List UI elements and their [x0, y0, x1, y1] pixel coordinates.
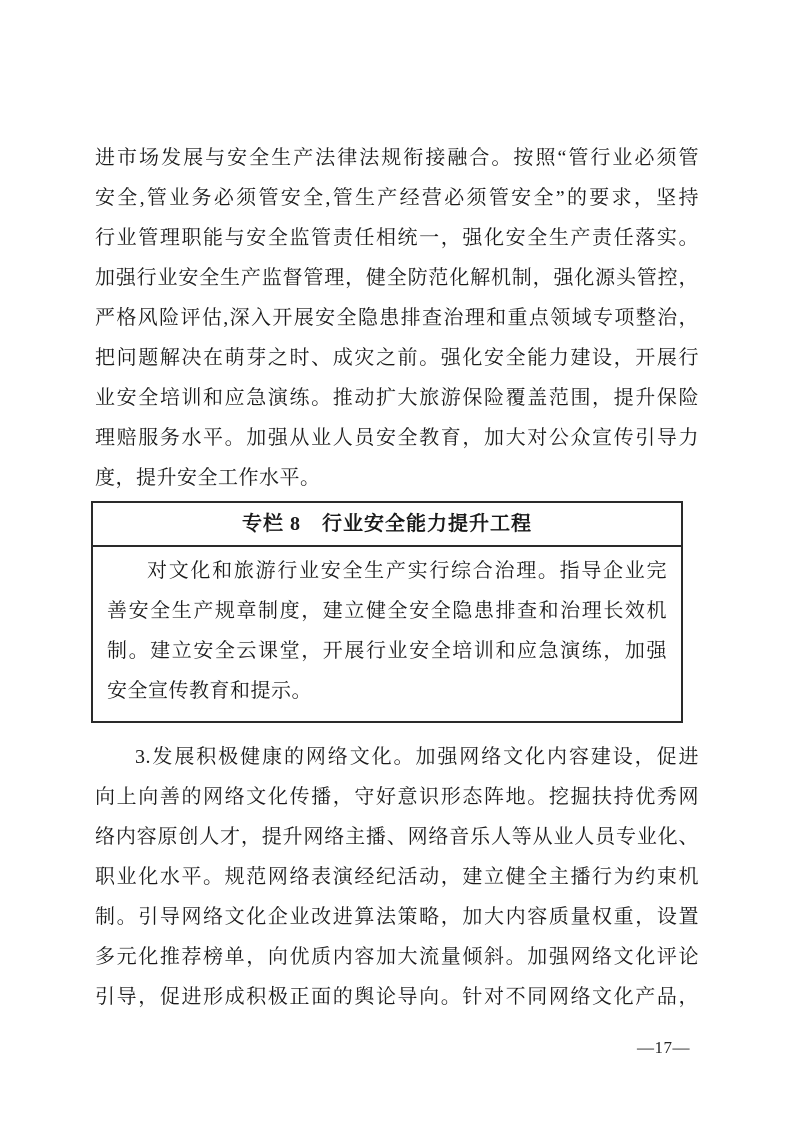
page-content: [95, 138, 699, 1017]
paragraph-continuation: [95, 138, 699, 498]
text-line: 业安全培训和应急演练。推动扩大旅游保险覆盖范围，提升保险: [95, 387, 699, 409]
callout-box-column-8: [91, 501, 683, 723]
text-line: 引导，促进形成积极正面的舆论导向。针对不同网络文化产品，: [95, 986, 699, 1008]
text-line: 度，提升安全工作水平。: [95, 467, 321, 489]
text-line: 进市场发展与安全生产法律法规衔接融合。按照“管行业必须管: [95, 147, 699, 169]
text-line: 加强行业安全生产监督管理，健全防范化解机制，强化源头管控，: [95, 267, 699, 289]
text-line: 多元化推荐榜单，向优质内容加大流量倾斜。加强网络文化评论: [95, 946, 699, 968]
text-line: 络内容原创人才，提升网络主播、网络音乐人等从业人员专业化、: [95, 826, 699, 848]
text-line: 向上向善的网络文化传播，守好意识形态阵地。挖掘扶持优秀网: [95, 786, 699, 808]
text-line: 制。建立安全云课堂，开展行业安全培训和应急演练，加强: [107, 640, 667, 662]
text-line: 职业化水平。规范网络表演经纪活动，建立健全主播行为约束机: [95, 866, 699, 888]
text-line: 把问题解决在萌芽之时、成灾之前。强化安全能力建设，开展行: [95, 347, 699, 369]
text-line: 安全,管业务必须管安全,管生产经营必须管安全”的要求，坚持: [95, 187, 699, 209]
text-line: 善安全生产规章制度，建立健全安全隐患排查和治理长效机: [107, 600, 667, 622]
text-line: 对文化和旅游行业安全生产实行综合治理。指导企业完: [147, 560, 667, 582]
text-line: 理赔服务水平。加强从业人员安全教育，加大对公众宣传引导力: [95, 427, 699, 449]
text-line: 严格风险评估,深入开展安全隐患排查治理和重点领域专项整治，: [95, 307, 699, 329]
callout-box-title: 专栏 8 行业安全能力提升工程: [93, 503, 681, 547]
text-line: 3.发展积极健康的网络文化。加强网络文化内容建设，促进: [135, 746, 699, 768]
page-number: —17—: [637, 1038, 690, 1057]
text-line: 安全宣传教育和提示。: [107, 680, 312, 702]
paragraph-network-culture: [95, 737, 699, 1017]
text-line: 制。引导网络文化企业改进算法策略，加大内容质量权重，设置: [95, 906, 699, 928]
text-line: 行业管理职能与安全监管责任相统一，强化安全生产责任落实。: [95, 227, 699, 249]
